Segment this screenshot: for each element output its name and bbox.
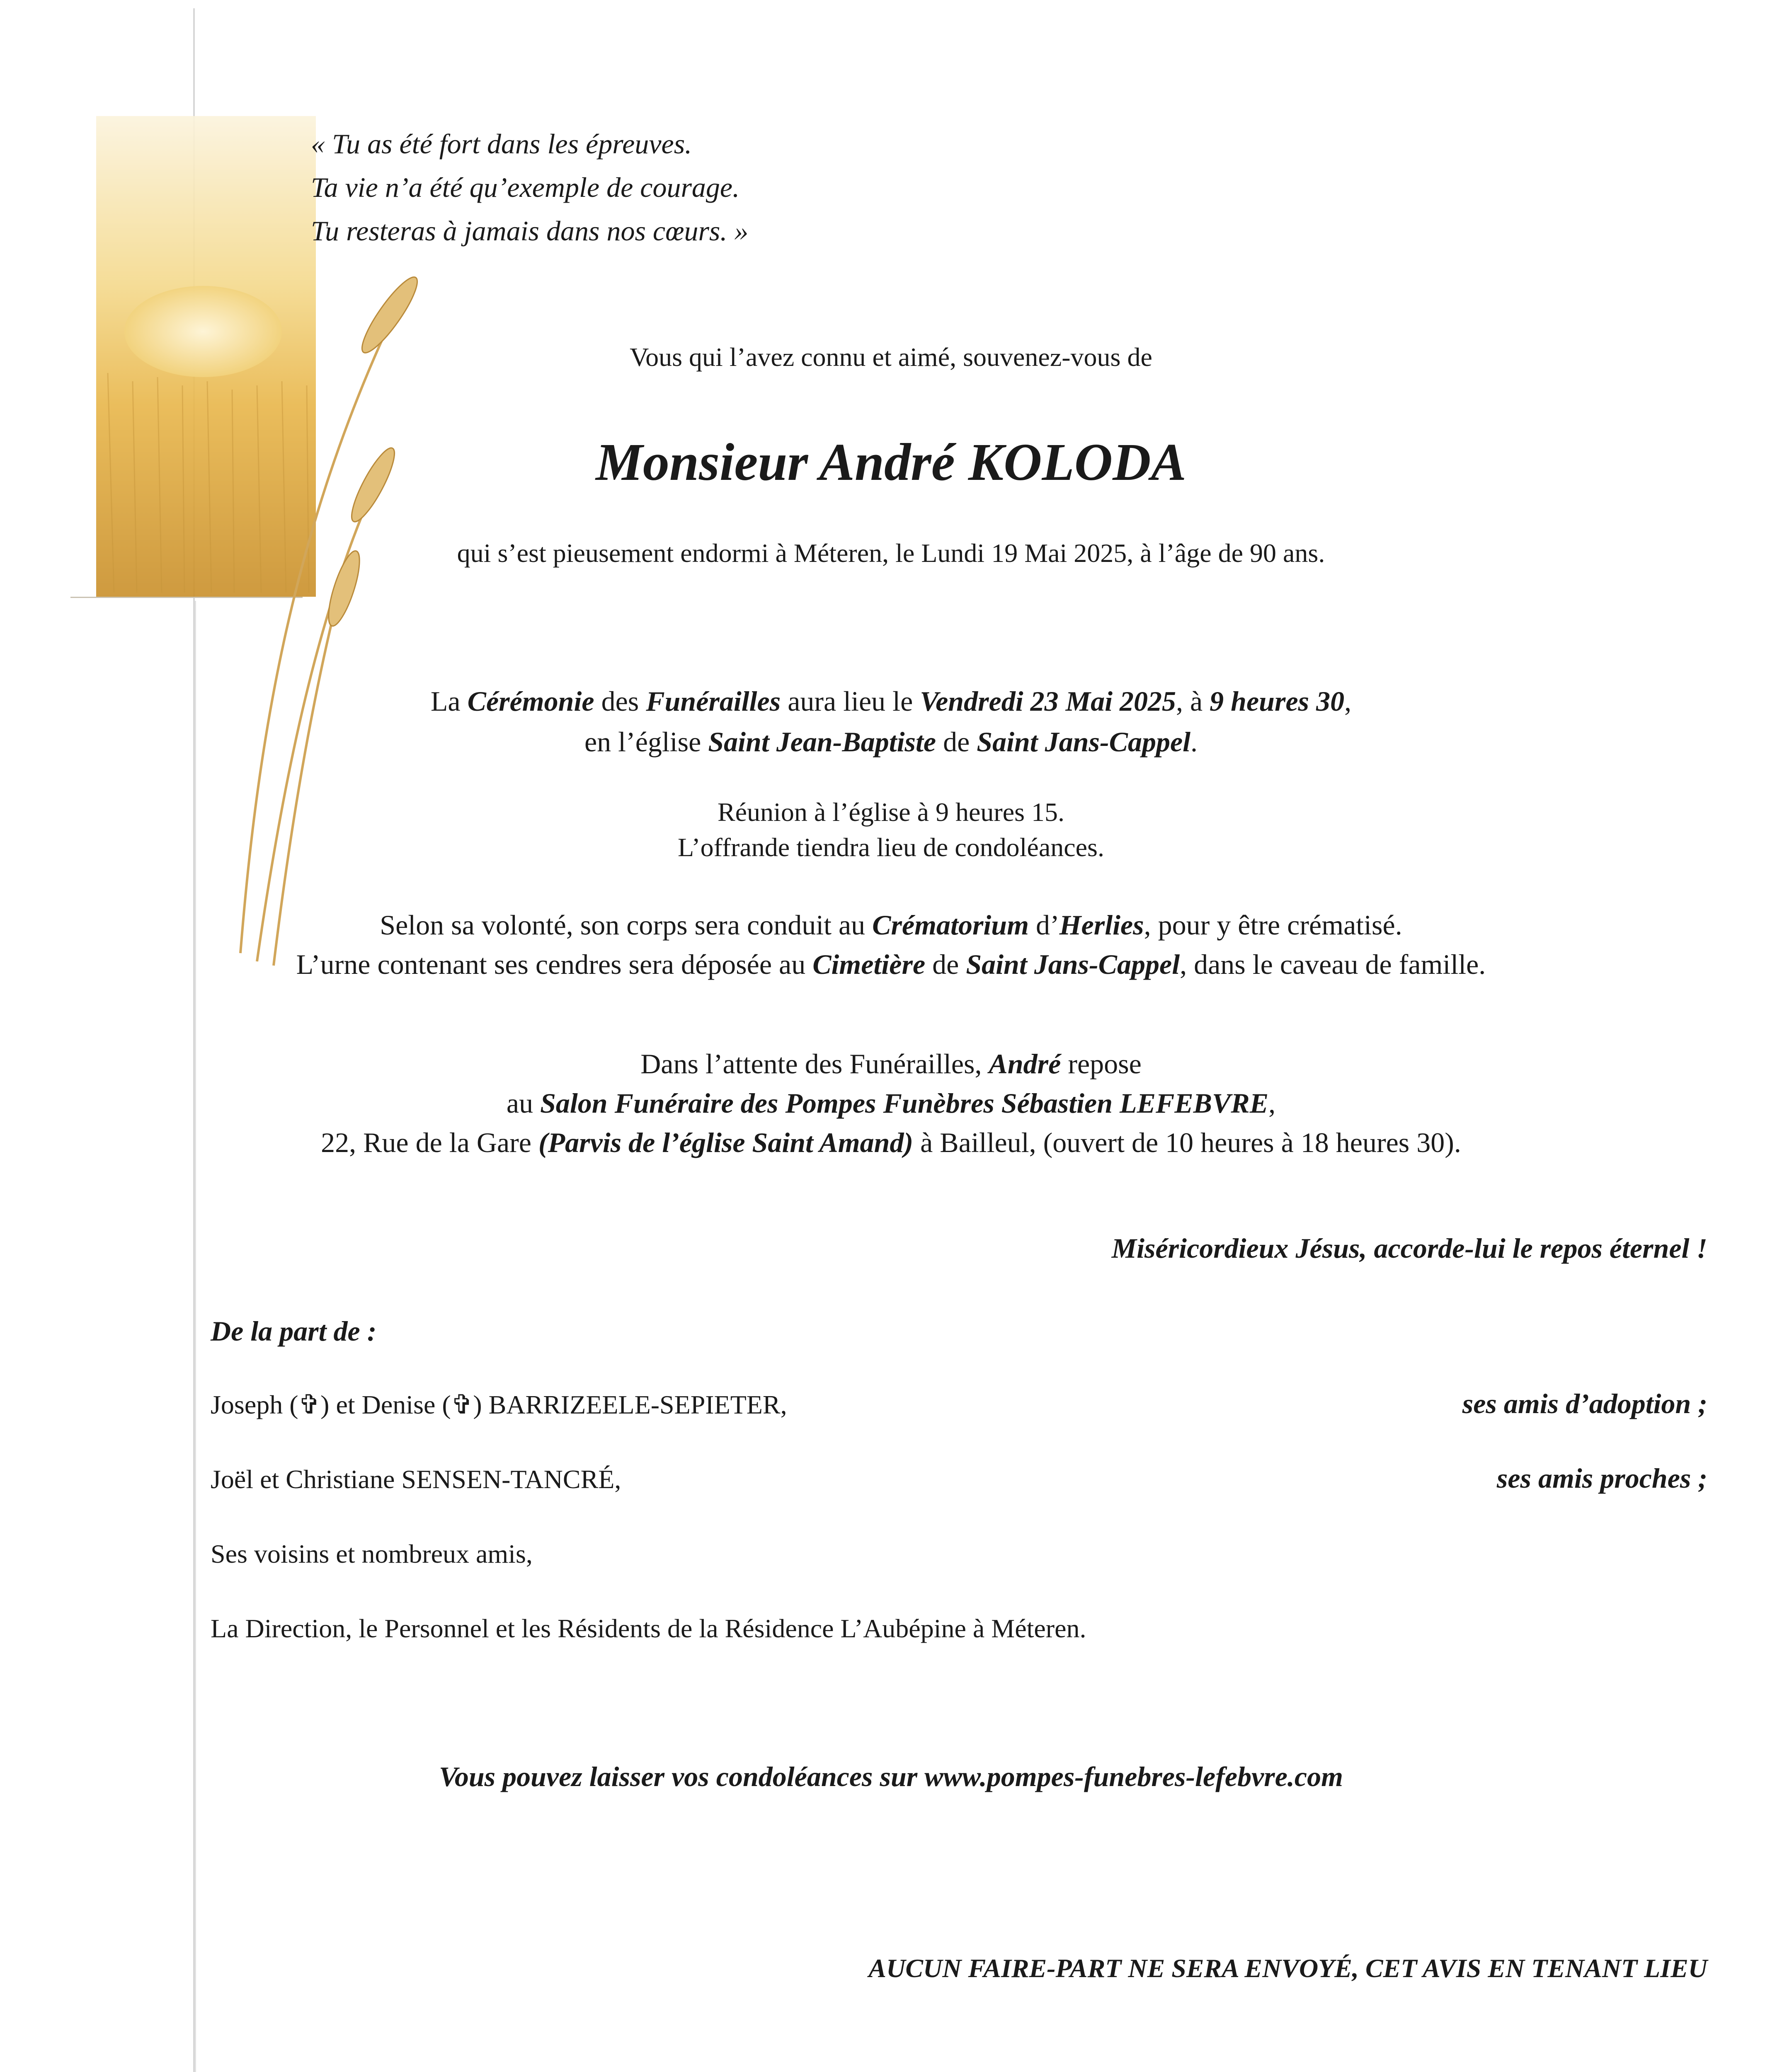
repose-line-2 xyxy=(0,1082,1782,1125)
family-relation-2: ses amis proches ; xyxy=(1496,1462,1707,1494)
ceremony-line-2 xyxy=(0,720,1782,763)
text: ) BARRIZEELE-SEPIETER, xyxy=(473,1390,787,1419)
text: repose xyxy=(1061,1048,1142,1080)
text: des xyxy=(594,685,646,717)
ceremony-date: Vendredi 23 Mai 2025 xyxy=(920,685,1176,717)
text: , pour y être crématisé. xyxy=(1144,909,1402,941)
emphasis: André xyxy=(989,1048,1061,1080)
text: de xyxy=(925,949,966,980)
death-notice: qui s’est pieusement endormi à Méteren, le Lundi 19 Mai 2025, à l’âge de 90 ans. xyxy=(457,538,1325,568)
emphasis: Cérémonie xyxy=(467,685,594,717)
text: La xyxy=(430,685,468,717)
emphasis: Funérailles xyxy=(646,685,781,717)
repose-line-1 xyxy=(0,1042,1782,1085)
emphasis: Herlies xyxy=(1059,909,1144,941)
family-line-2: Joël et Christiane SENSEN-TANCRÉ, xyxy=(211,1464,621,1494)
condolences-notice: Vous pouvez laisser vos condoléances sur www.pompes-funebres-lefebvre.com xyxy=(439,1761,1343,1792)
text: d’ xyxy=(1029,909,1060,941)
text: , dans le caveau de famille. xyxy=(1180,949,1486,980)
cross-icon: ✞ xyxy=(298,1390,321,1419)
text: aura lieu le xyxy=(781,685,920,717)
epigraph-line-1: « Tu as été fort dans les épreuves. xyxy=(311,128,692,160)
text: à Bailleul, (ouvert de 10 heures à 18 heures 30). xyxy=(913,1127,1461,1158)
text: , xyxy=(1268,1087,1276,1119)
family-relation-1: ses amis d’adoption ; xyxy=(1462,1388,1707,1419)
no-notice-line: AUCUN FAIRE-PART NE SERA ENVOYÉ, CET AVIS EN TENANT LIEU xyxy=(868,1953,1707,1983)
text: Joseph ( xyxy=(211,1390,298,1419)
emphasis: (Parvis de l’église Saint Amand) xyxy=(538,1127,914,1158)
cross-icon: ✞ xyxy=(451,1390,473,1419)
text: Dans l’attente des Funérailles, xyxy=(640,1048,989,1080)
cremation-line-1 xyxy=(0,903,1782,946)
family-line-3: Ses voisins et nombreux amis, xyxy=(211,1539,533,1569)
emphasis: Crématorium xyxy=(872,909,1029,941)
reunion-line-1: Réunion à l’église à 9 heures 15. xyxy=(717,797,1065,827)
funeral-home-name: Salon Funéraire des Pompes Funèbres Sébastien LEFEBVRE xyxy=(540,1087,1269,1119)
emphasis: Saint Jans-Cappel xyxy=(966,949,1180,980)
ceremony-time: 9 heures 30 xyxy=(1210,685,1345,717)
ceremony-line-1 xyxy=(0,680,1782,723)
epigraph-line-3: Tu resteras à jamais dans nos cœurs. » xyxy=(311,215,749,247)
repose-line-3 xyxy=(0,1121,1782,1164)
family-line-1 xyxy=(211,1384,787,1426)
cremation-line-2 xyxy=(0,943,1782,986)
text: , à xyxy=(1176,685,1210,717)
text: L’urne contenant ses cendres sera déposée au xyxy=(296,949,813,980)
prayer: Miséricordieux Jésus, accorde-lui le repos éternel ! xyxy=(1111,1232,1707,1264)
emphasis: Cimetière xyxy=(812,949,926,980)
town-name: Saint Jans-Cappel xyxy=(977,726,1191,758)
text: en l’église xyxy=(584,726,708,758)
text: au xyxy=(506,1087,541,1119)
text: de xyxy=(936,726,977,758)
from-title: De la part de : xyxy=(211,1315,377,1347)
text: . xyxy=(1190,726,1198,758)
deceased-name: Monsieur André KOLODA xyxy=(596,433,1186,491)
family-line-4: La Direction, le Personnel et les Résidents de la Résidence L’Aubépine à Méteren. xyxy=(211,1614,1086,1643)
church-name: Saint Jean-Baptiste xyxy=(708,726,936,758)
epigraph-line-2: Ta vie n’a été qu’exemple de courage. xyxy=(311,172,740,203)
text: Selon sa volonté, son corps sera conduit au xyxy=(380,909,873,941)
intro-text: Vous qui l’avez connu et aimé, souvenez-vous de xyxy=(630,342,1152,372)
reunion-line-2: L’offrande tiendra lieu de condoléances. xyxy=(678,833,1104,862)
text: 22, Rue de la Gare xyxy=(321,1127,538,1158)
text: , xyxy=(1344,685,1352,717)
text: ) et Denise ( xyxy=(320,1390,451,1419)
